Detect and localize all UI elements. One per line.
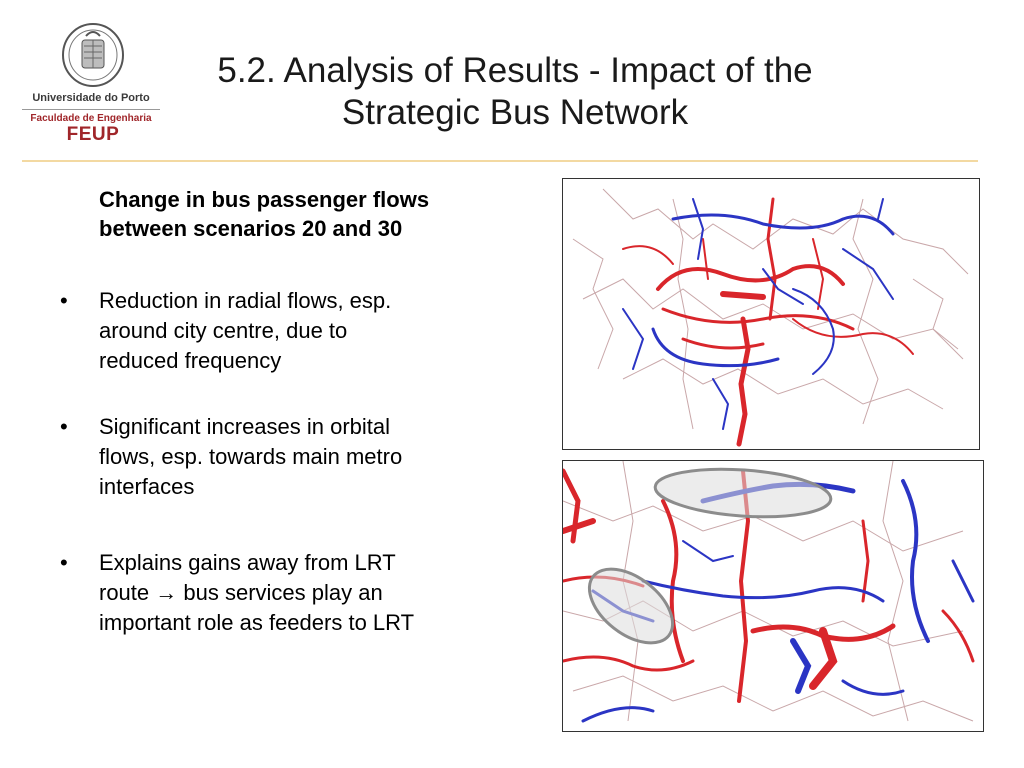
- highlight-orbital-north: [654, 464, 833, 522]
- bullet-text: [99, 412, 529, 502]
- university-seal-icon: [60, 22, 126, 92]
- highlight-orbital-west: [576, 554, 686, 657]
- slide-title-line-1: 5.2. Analysis of Results - Impact of the: [217, 51, 813, 90]
- university-name: Universidade do Porto: [32, 92, 150, 104]
- slide-title: [200, 50, 830, 134]
- faculty-name: Faculdade de Engenharia: [30, 113, 152, 124]
- logo-divider: [22, 109, 160, 110]
- title-divider: [22, 160, 978, 162]
- feup-logo: [14, 20, 154, 145]
- bullet-line: Reduction in radial flows, esp.: [99, 288, 392, 313]
- bullet-line: Significant increases in orbital: [99, 414, 391, 439]
- subheading: [99, 185, 539, 243]
- bullet-marker: •: [60, 414, 68, 439]
- bullet-line: reduced frequency: [99, 348, 282, 373]
- bullet-text: [99, 286, 529, 376]
- bullet-line: Explains gains away from LRT: [99, 550, 396, 575]
- subheading-line-2: between scenarios 20 and 30: [99, 216, 403, 241]
- network-map-overview-graphic: [563, 179, 979, 449]
- bullet-line: important role as feeders to LRT: [99, 610, 415, 635]
- bullet-marker: •: [60, 550, 68, 575]
- bullet-line: flows, esp. towards main metro: [99, 444, 403, 469]
- decrease-flow-lines: [623, 199, 913, 444]
- bullet-line: route → bus services play an: [99, 580, 383, 605]
- slide-title-line-2: Strategic Bus Network: [341, 93, 689, 132]
- bullet-text: [99, 548, 529, 638]
- faculty-acronym: FEUP: [66, 124, 120, 145]
- bullet-line: interfaces: [99, 474, 195, 499]
- network-map-detail: [562, 460, 984, 732]
- bullet-line: around city centre, due to: [99, 318, 348, 343]
- subheading-line-1: Change in bus passenger flows: [99, 187, 430, 212]
- bullet-marker: •: [60, 288, 68, 313]
- network-map-detail-graphic: [563, 461, 983, 731]
- network-map-overview: [562, 178, 980, 450]
